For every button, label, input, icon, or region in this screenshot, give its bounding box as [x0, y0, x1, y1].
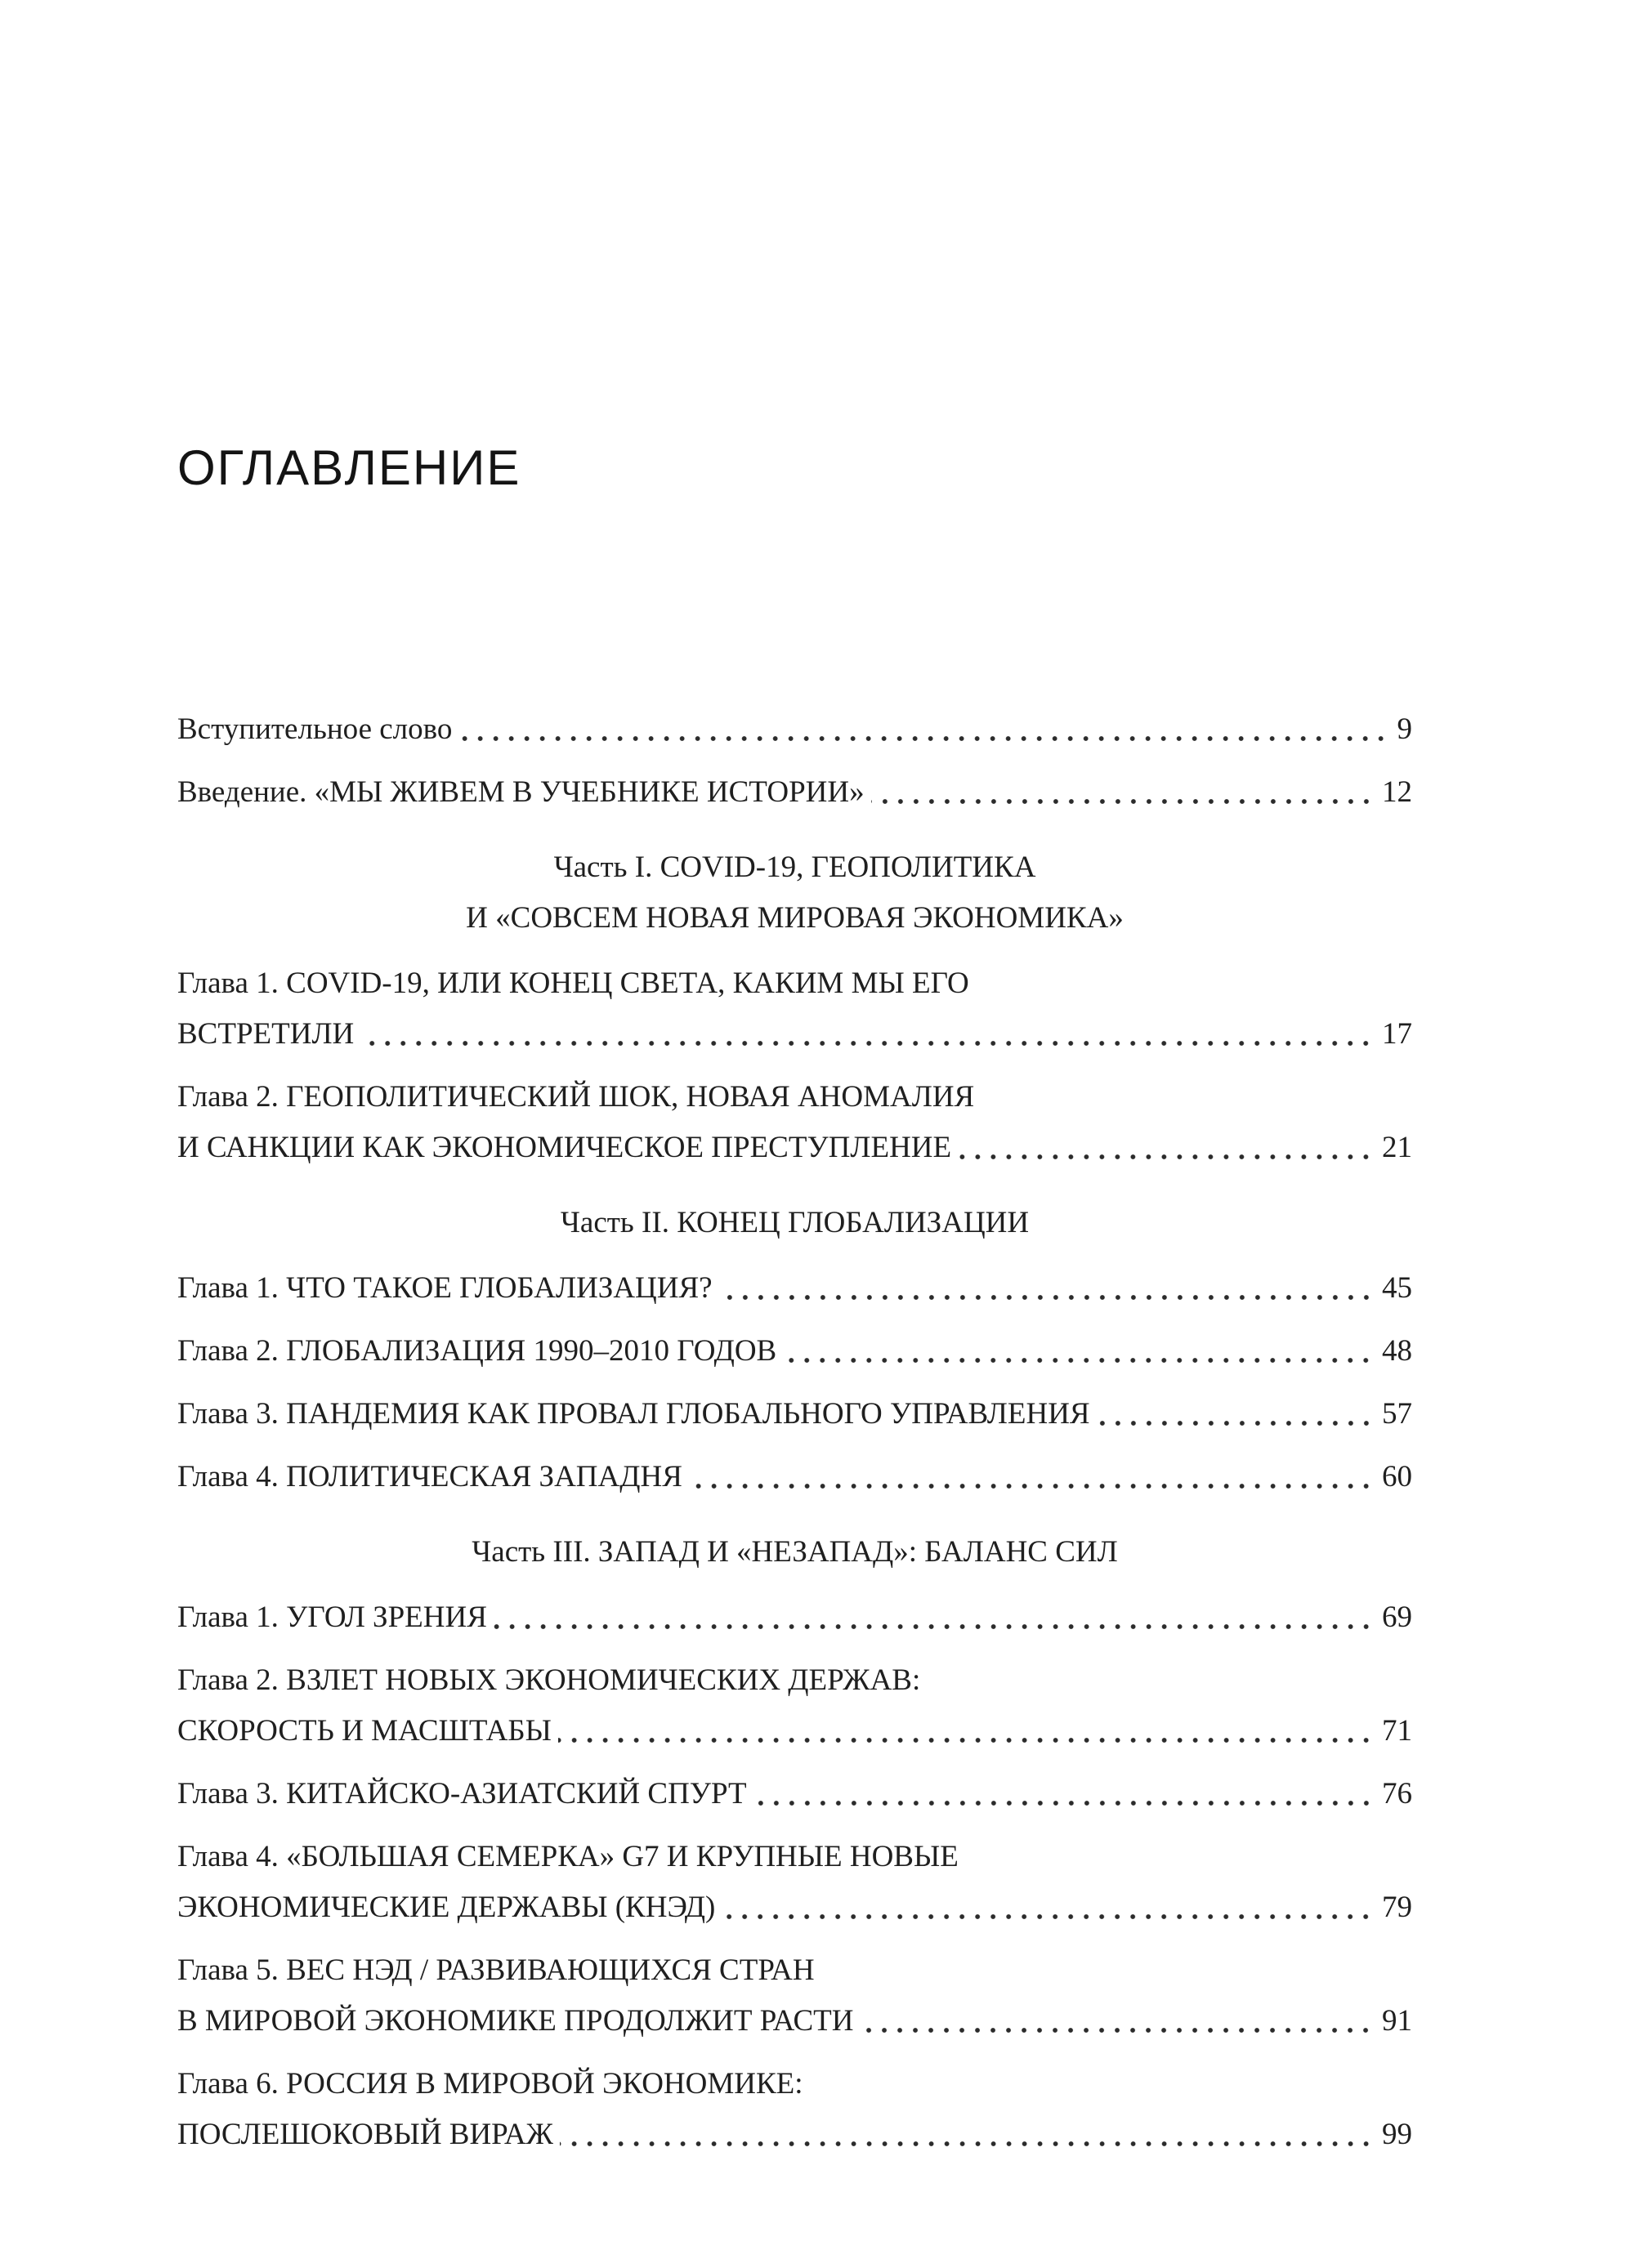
- toc-section-part2: [177, 1198, 1412, 1502]
- entry-text: И САНКЦИИ КАК ЭКОНОМИЧЕСКОЕ ПРЕСТУПЛЕНИЕ: [177, 1131, 952, 1164]
- toc-entry-line: Глава 1. COVID-19, ИЛИ КОНЕЦ СВЕТА, КАКИМ МЫ ЕГО: [177, 967, 969, 1000]
- toc-entry-line: [177, 1389, 1412, 1440]
- entry-text: ЭКОНОМИЧЕСКИЕ ДЕРЖАВЫ (КНЭД): [177, 1891, 716, 1924]
- entry-text: Глава 1. УГОЛ ЗРЕНИЯ: [177, 1601, 487, 1634]
- entry-text: Глава 1. ЧТО ТАКОЕ ГЛОБАЛИЗАЦИЯ?: [177, 1271, 713, 1305]
- dot-leader: [783, 1358, 1374, 1363]
- entry-text: Глава 3. ПАНДЕМИЯ КАК ПРОВАЛ ГЛОБАЛЬНОГО УПРАВЛЕНИЯ: [177, 1397, 1090, 1431]
- toc-entry: [177, 958, 1412, 1060]
- dot-leader: [560, 2141, 1374, 2146]
- toc-entry-line: [177, 1123, 1412, 1173]
- toc-section-front: [177, 704, 1412, 818]
- page-number: 79: [1382, 1891, 1412, 1924]
- toc-entry: [177, 1592, 1412, 1643]
- page-number: 69: [1382, 1601, 1412, 1634]
- entry-text: ВСТРЕТИЛИ: [177, 1017, 355, 1051]
- page-number: 9: [1397, 712, 1412, 746]
- page-number: 60: [1382, 1460, 1412, 1493]
- toc-entry-line: Глава 4. «БОЛЬШАЯ СЕМЕРКА» G7 И КРУПНЫЕ НОВЫЕ: [177, 1840, 959, 1873]
- page-number: 76: [1382, 1777, 1412, 1810]
- toc-entry-line: Глава 6. РОССИЯ В МИРОВОЙ ЭКОНОМИКЕ:: [177, 2067, 803, 2101]
- toc-entry: [177, 1945, 1412, 2047]
- entry-text: ПОСЛЕШОКОВЫЙ ВИРАЖ: [177, 2118, 553, 2151]
- page-number: 21: [1382, 1131, 1412, 1164]
- toc-entry-line: [177, 1452, 1412, 1502]
- toc-entry: [177, 1832, 1412, 1933]
- toc-entry-line: [177, 1706, 1412, 1757]
- dot-leader: [494, 1624, 1374, 1629]
- toc-entry-line: [177, 2110, 1412, 2160]
- page-title: ОГЛАВЛЕНИЕ: [177, 440, 521, 495]
- part-heading-line: Часть III. ЗАПАД И «НЕЗАПАД»: БАЛАНС СИЛ: [472, 1535, 1118, 1569]
- dot-leader: [458, 736, 1388, 741]
- toc-entry: [177, 1655, 1412, 1757]
- toc-entry-line: [177, 1326, 1412, 1377]
- page-number: 71: [1382, 1714, 1412, 1748]
- part-heading-line: Часть II. КОНЕЦ ГЛОБАЛИЗАЦИИ: [560, 1206, 1030, 1239]
- page-number: 48: [1382, 1334, 1412, 1368]
- dot-leader: [719, 1295, 1374, 1300]
- dot-leader: [753, 1801, 1374, 1806]
- entry-text: Глава 2. ГЛОБАЛИЗАЦИЯ 1990–2010 ГОДОВ: [177, 1334, 777, 1368]
- toc-entry-line: Глава 2. ВЗЛЕТ НОВЫХ ЭКОНОМИЧЕСКИХ ДЕРЖАВ:: [177, 1663, 921, 1697]
- toc-entry-line: Глава 5. ВЕС НЭД / РАЗВИВАЮЩИХСЯ СТРАН: [177, 1953, 815, 1987]
- toc-entry: [177, 1263, 1412, 1314]
- dot-leader: [360, 1041, 1374, 1046]
- entry-text: Глава 3. КИТАЙСКО-АЗИАТСКИЙ СПУРТ: [177, 1777, 747, 1810]
- toc-entry-line: [177, 1592, 1412, 1643]
- page-number: 91: [1382, 2004, 1412, 2038]
- part-heading-line: И «СОВСЕМ НОВАЯ МИРОВАЯ ЭКОНОМИКА»: [466, 901, 1124, 935]
- toc-entry: [177, 1326, 1412, 1377]
- entry-text: СКОРОСТЬ И МАСШТАБЫ: [177, 1714, 552, 1748]
- part-heading: [177, 842, 1412, 944]
- toc-entry-line: [177, 767, 1412, 818]
- dot-leader: [871, 799, 1374, 804]
- page-number: 99: [1382, 2118, 1412, 2151]
- part-heading: [177, 1527, 1412, 1578]
- part-heading: [177, 1198, 1412, 1248]
- page-number: 12: [1382, 775, 1412, 809]
- page-number: 57: [1382, 1397, 1412, 1431]
- toc-entry: [177, 704, 1412, 755]
- toc-entry-line: [177, 1769, 1412, 1819]
- toc-entry-line: [177, 1882, 1412, 1933]
- toc-entry: [177, 2059, 1412, 2160]
- toc-entry: [177, 1389, 1412, 1440]
- toc-entry-line: [177, 1263, 1412, 1314]
- toc-entry: [177, 1072, 1412, 1173]
- part-heading-line: Часть I. COVID-19, ГЕОПОЛИТИКА: [553, 850, 1036, 884]
- dot-leader: [558, 1738, 1374, 1743]
- toc-entry-line: [177, 704, 1412, 755]
- toc-section-part3: [177, 1527, 1412, 2160]
- toc-entry: [177, 1769, 1412, 1819]
- entry-text: Введение. «МЫ ЖИВЕМ В УЧЕБНИКЕ ИСТОРИИ»: [177, 775, 865, 809]
- page-number: 17: [1382, 1017, 1412, 1051]
- entry-text: Глава 4. ПОЛИТИЧЕСКАЯ ЗАПАДНЯ: [177, 1460, 682, 1493]
- toc-entry-line: [177, 1996, 1412, 2047]
- toc-entry-line: [177, 1009, 1412, 1060]
- toc-entry-line: Глава 2. ГЕОПОЛИТИЧЕСКИЙ ШОК, НОВАЯ АНОМАЛИЯ: [177, 1080, 975, 1114]
- entry-text: Вступительное слово: [177, 712, 453, 746]
- toc-section-part1: [177, 842, 1412, 1173]
- dot-leader: [860, 2028, 1374, 2033]
- toc-entry: [177, 767, 1412, 818]
- page-number: 45: [1382, 1271, 1412, 1305]
- dot-leader: [1097, 1421, 1374, 1426]
- toc-entry: [177, 1452, 1412, 1502]
- dot-leader: [958, 1154, 1374, 1159]
- entry-text: В МИРОВОЙ ЭКОНОМИКЕ ПРОДОЛЖИТ РАСТИ: [177, 2004, 854, 2038]
- dot-leader: [722, 1914, 1374, 1919]
- dot-leader: [689, 1484, 1374, 1489]
